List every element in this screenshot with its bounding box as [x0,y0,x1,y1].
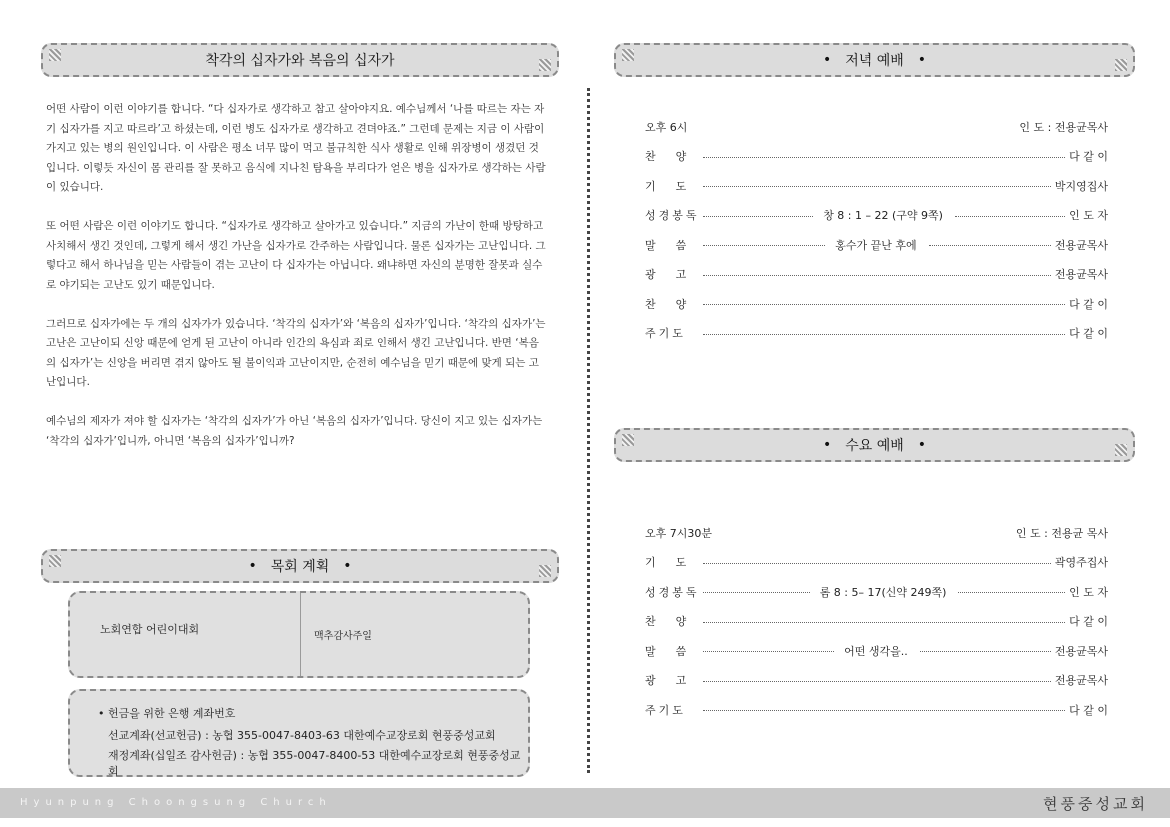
wednesday-order-row [645,636,1108,666]
plan-title-bar: • 목회 계획 • [41,549,559,583]
plan-title: 목회 계획 [270,559,330,575]
order-detail: 홍수가 끝난 후에 [829,237,922,253]
dotted-leader [703,710,1065,711]
essay-body [46,100,546,471]
order-person: 박지영집사 [1054,179,1108,193]
footer-bar [0,788,1170,818]
dotted-leader [703,651,834,652]
order-label: 기도 [645,179,707,193]
dotted-leader [703,157,1065,158]
column-divider [587,88,590,773]
bank-account-mission: 선교계좌(선교헌금) : 농협 355-0047-8403-63 대한예수교장로회 현풍중성교회 [108,729,496,742]
order-label: 말씀 [645,644,707,658]
dotted-leader [955,216,1065,217]
dotted-leader [703,216,813,217]
order-person: 다 같 이 [1069,297,1108,311]
evening-time: 오후 6시 [645,120,688,134]
order-person: 다 같 이 [1069,327,1108,341]
evening-order-row [645,201,1108,231]
order-label: 말씀 [645,238,707,252]
wednesday-order-row [645,666,1108,696]
order-label: 성경봉독 [645,209,700,223]
plan-box [68,591,530,678]
footer-korean-name: 현풍중성교회 [1043,795,1148,813]
evening-title: 저녁 예배 [845,53,904,69]
corner-pattern-icon [539,565,551,577]
evening-order-row [645,289,1108,319]
essay-paragraph: 예수님의 제자가 져야 할 십자가는 ‘착각의 십자가’가 아닌 ‘복음의 십자가’입니다. 당신이 지고 있는 십자가는 ‘착각의 십자가’입니까, 아니면 ‘복음의 십자가’입니까? [46,415,543,447]
corner-pattern-icon [622,49,634,61]
order-person: 다 같 이 [1069,150,1108,164]
corner-pattern-icon [539,59,551,71]
order-label: 기도 [645,556,707,570]
order-label: 광고 [645,268,707,282]
wednesday-time: 오후 7시30분 [645,526,712,540]
plan-item: 노회연합 어린이대회 [100,623,200,636]
bank-heading: • 헌금을 위한 은행 계좌번호 [98,707,236,720]
evening-order-row [645,230,1108,260]
corner-pattern-icon [1115,59,1127,71]
order-detail: 롬 8 : 5– 17(신약 249쪽) [814,584,953,600]
corner-pattern-icon [622,434,634,446]
essay-title-bar [41,43,559,77]
essay-paragraph: 어떤 사람이 이런 이야기를 합니다. “다 십자가로 생각하고 참고 살아야지요. 예수님께서 ‘나를 따르는 자는 자기 십자가를 지고 따르라’고 하셨는데, 이런 병도 십자가로 생각하고 견뎌야죠.” 그런데 문제는 지금 이 사람이 가지고 있는 병의 원인입니다. 이 사람은 평소 너무 많이 먹고 불규칙한 식사 생활로 인해 위장병이 생겼던 것입니다. 이렇듯 자신이 몸 관리를 잘 못하고 음식에 지나친 탐욕을 부리다가 얻은 병을 십자가로 생각하는 사람이 있습니다. [46,103,546,193]
dotted-leader [703,275,1051,276]
evening-order-row [645,171,1108,201]
order-detail: 창 8 : 1 – 22 (구약 9쪽) [817,207,949,223]
order-label: 찬양 [645,150,707,164]
wednesday-order [645,518,1108,725]
order-person: 전용균목사 [1054,238,1109,252]
dotted-leader [703,186,1051,187]
order-person: 다 같 이 [1069,615,1108,629]
footer-english-name: Hyunpung Choongsung Church [20,797,332,808]
bank-account-finance: 재정계좌(십일조 감사헌금) : 농협 355-0047-8400-53 대한예수교장로회 현풍중성교회 [108,749,521,778]
wednesday-order-row [645,695,1108,725]
dotted-leader [920,651,1051,652]
dotted-leader [703,622,1065,623]
dotted-leader [929,245,1051,246]
corner-pattern-icon [49,49,61,61]
dotted-leader [958,592,1065,593]
order-label: 주기도 [645,703,686,717]
order-detail: 어떤 생각을.. [838,643,914,659]
plan-item: 맥추감사주일 [314,631,372,642]
order-label: 광고 [645,674,707,688]
evening-order-row [645,319,1108,349]
wednesday-leader: 인 도 : 전용균 목사 [1015,526,1108,540]
order-person: 인 도 자 [1069,585,1109,599]
wednesday-order-row [645,607,1108,637]
wednesday-order-row [645,577,1108,607]
order-label: 성경봉독 [645,585,700,599]
dotted-leader [703,563,1051,564]
corner-pattern-icon [1115,444,1127,456]
dotted-leader [703,681,1051,682]
order-label: 찬양 [645,297,707,311]
order-person: 전용균목사 [1054,674,1108,688]
dotted-leader [703,592,810,593]
corner-pattern-icon [49,555,61,567]
bank-account-box [68,689,530,777]
wednesday-title: 수요 예배 [845,438,904,454]
order-person: 곽영주집사 [1054,556,1108,570]
essay-paragraph: 또 어떤 사람은 이런 이야기도 합니다. “십자가로 생각하고 살아가고 있습니다.” 지금의 가난이 한때 방탕하고 사치해서 생긴 것인데, 그렇게 해서 생긴 가난을 십자가로 간주하는 사람입니다. 물론 십자가는 고난입니다. 그렇다고 해서 하나님을 믿는 사람들이 겪는 고난이 다 십자가는 아닙니다. 왜냐하면 자신의 분명한 잘못과 실수로 야기되는 고난도 있기 때문입니다. [46,220,546,291]
dotted-leader [703,245,825,246]
order-person: 다 같 이 [1069,703,1108,717]
wednesday-header-row [645,518,1108,548]
evening-order-row [645,142,1108,172]
evening-header-row [645,112,1108,142]
dotted-leader [703,304,1065,305]
evening-order [645,112,1108,348]
evening-order-row [645,260,1108,290]
plan-divider [300,593,301,676]
evening-leader: 인 도 : 전용균목사 [1019,120,1108,134]
order-person: 인 도 자 [1069,209,1109,223]
essay-paragraph: 그러므로 십자가에는 두 개의 십자가가 있습니다. ‘착각의 십자가’와 ‘복음의 십자가’입니다. ‘착각의 십자가’는 고난은 고난이되 신앙 때문에 얻게 된 고난이 아니라 인간의 욕심과 죄로 인해서 생긴 고난입니다. 반면 ‘복음의 십자가’는 신앙을 버리면 겪지 않아도 될 불이익과 고난이지만, 순전히 예수님을 믿기 때문에 맞게 되는 고난입니다. [46,317,546,388]
evening-title-bar: • 저녁 예배 • [614,43,1135,77]
wednesday-order-row [645,548,1108,578]
dotted-leader [703,334,1065,335]
order-person: 전용균목사 [1054,268,1108,282]
wednesday-title-bar: • 수요 예배 • [614,428,1135,462]
order-person: 전용균목사 [1054,644,1109,658]
essay-title: 착각의 십자가와 복음의 십자가 [205,53,395,69]
order-label: 찬양 [645,615,707,629]
order-label: 주기도 [645,327,686,341]
